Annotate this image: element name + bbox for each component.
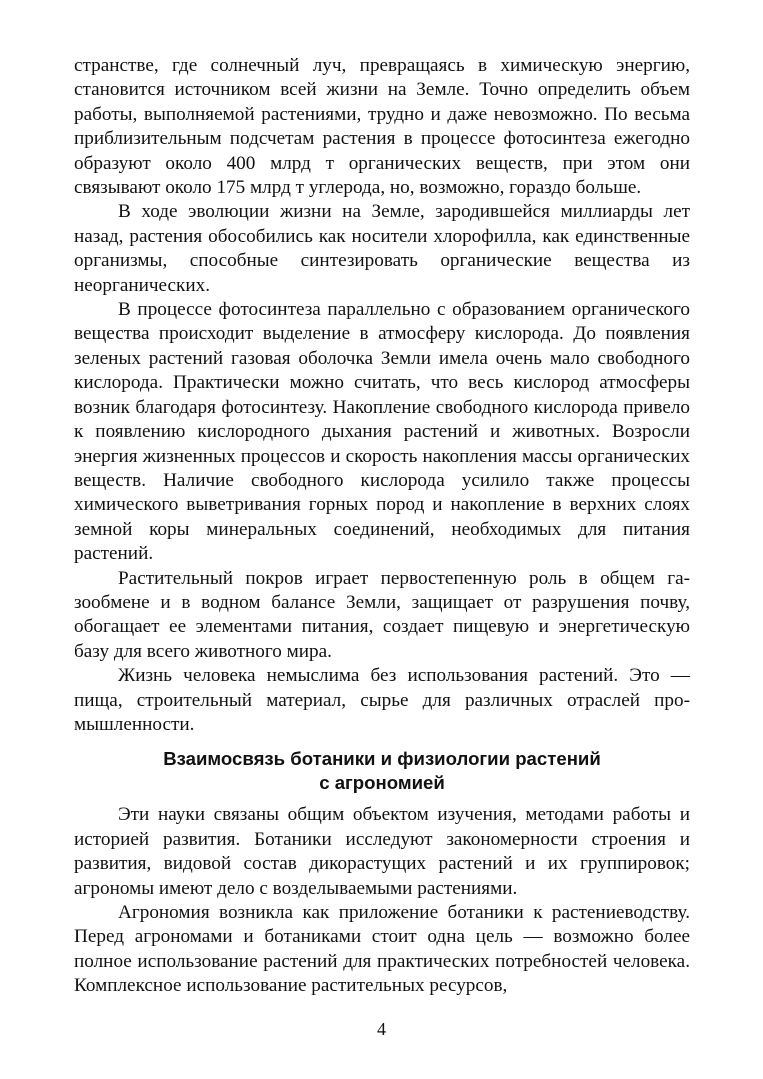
paragraph-oxygen: В процессе фотосинтеза параллельно с образованием органического вещества происходит выделение в атмосферу кислорода. До появления зеленых растений газовая оболочка Земли имела очень мало свободного кислорода. Практически можно считать, что весь кислород атмосферы возник благодаря фотосинтезу. Накопление свободного кислорода привело к появлению кислородного дыхания растений и животных. Возросли энергия жизненных процессов и скорость накопления массы органических веществ. Наличие свободного кислорода усилило также процессы химического выветривания горных пород и накопление в верхних слоях земной коры минеральных соединений, необходимых для питания растений.	[74, 299, 690, 565]
page-number: 4	[377, 1019, 386, 1039]
section-heading-line-1: Взаимосвязь ботаники и физиологии растений	[163, 748, 601, 770]
document-page	[74, 54, 690, 999]
section-heading-line-2: с агрономией	[319, 772, 445, 794]
paragraph-agronomy-origin: Агрономия возникла как приложение ботаники к растениеводству. Перед агрономами и ботаниками стоит одна цель — возможно более полное использование растений для практических потребностей человека. Комплексное использование растительных ресурсов,	[74, 902, 690, 997]
section-heading	[74, 747, 690, 795]
paragraph-human-life: Жизнь человека немыслима без использования растений. Это — пища, строительный материал, сырье для различных отраслей промышленности.	[74, 665, 690, 735]
paragraph-evolution: В ходе эволюции жизни на Земле, зародившейся миллиарды лет назад, растения обособились как носители хлорофилла, как единственные организмы, способные синтезировать органические вещества из неорганических.	[74, 201, 690, 296]
paragraph-photosynthesis-scale: странстве, где солнечный луч, превращаясь в химическую энергию, становится источником всей жизни на Земле. Точно определить объем работы, выполняемой растениями, трудно и даже невозможно. По весьма приблизительным подсчетам растения в процессе фотосинтеза ежегодно образуют около 400 млрд т органических веществ, при этом они связывают около 175 млрд т углерода, но, возможно, гораздо больше.	[74, 55, 690, 199]
paragraph-sciences-link: Эти науки связаны общим объектом изучения, методами работы и историей развития. Ботаники исследуют закономерности строения и развития, видовой состав дикорастущих растений и их группировок; агрономы имеют дело с возделываемыми растениями.	[74, 804, 690, 899]
paragraph-vegetation-cover: Растительный покров играет первостепенную роль в общем газообмене и в водном балансе Земли, защищает от разрушения почву, обогащает ее элементами питания, создает пищевую и энергетическую базу для всего животного мира.	[74, 567, 690, 662]
